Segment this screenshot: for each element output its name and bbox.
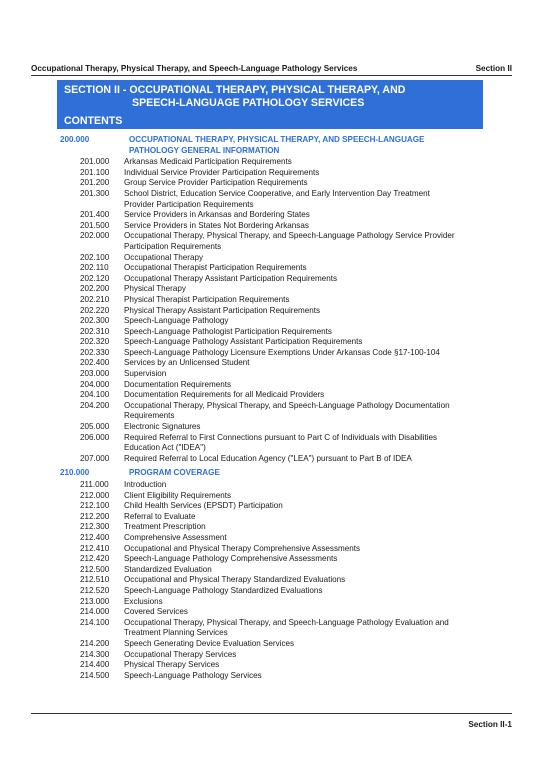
toc-entry-number: 211.000 xyxy=(80,480,109,489)
toc-entry-number: 202.320 xyxy=(80,337,110,347)
toc-entry[interactable] xyxy=(0,554,550,565)
toc-entry-number: 214.400 xyxy=(80,660,110,670)
running-header xyxy=(31,64,512,76)
toc-entry[interactable] xyxy=(0,253,550,264)
toc-entry[interactable] xyxy=(0,380,550,391)
header-title: Occupational Therapy, Physical Therapy, and Speech-Language Pathology Services xyxy=(31,64,358,73)
toc-entry-title: Introduction xyxy=(124,480,167,489)
toc-entry[interactable] xyxy=(0,306,550,317)
toc-entry-number: 201.500 xyxy=(80,220,110,230)
toc-entry-number: 212.520 xyxy=(80,585,110,595)
toc-entry-number: 212.410 xyxy=(80,543,110,553)
toc-entry-number: 210.000 xyxy=(60,468,90,478)
toc-entry[interactable] xyxy=(0,650,550,661)
toc-entry-title: Treatment Prescription xyxy=(124,522,206,532)
toc-entry-number: 212.000 xyxy=(80,490,110,500)
toc-entry[interactable] xyxy=(0,586,550,597)
toc-entry[interactable] xyxy=(0,284,550,295)
toc-entry-number: 214.000 xyxy=(80,607,110,617)
toc-entry-title: PROGRAM COVERAGE xyxy=(129,468,220,478)
toc-entry-title: Comprehensive Assessment xyxy=(124,532,227,542)
toc-entry-number: 214.500 xyxy=(80,670,110,680)
toc-entry[interactable] xyxy=(0,231,550,252)
toc-entry[interactable] xyxy=(0,263,550,274)
toc-entry-title: Occupational and Physical Therapy Standardized Evaluations xyxy=(124,575,346,585)
toc-entry[interactable] xyxy=(0,522,550,533)
toc-entry-number: 202.310 xyxy=(80,326,110,336)
toc-entry-title: Standardized Evaluation xyxy=(124,564,212,574)
toc-entry-number: 203.000 xyxy=(80,369,110,379)
toc-entry[interactable] xyxy=(0,221,550,232)
section-title-line1: SECTION II - OCCUPATIONAL THERAPY, PHYSICAL THERAPY, AND xyxy=(64,84,406,96)
toc-entry[interactable] xyxy=(0,671,550,682)
toc-entry-number: 201.400 xyxy=(80,210,110,220)
toc-entry-number: 214.100 xyxy=(80,617,110,627)
toc-entry-number: 201.200 xyxy=(80,178,110,188)
toc-entry-title: Speech-Language Pathology Services xyxy=(124,670,262,680)
toc-entry-title: Client Eligibility Requirements xyxy=(124,490,232,500)
toc-entry-title: Occupational and Physical Therapy Comprehensive Assessments xyxy=(124,543,361,553)
toc-entry[interactable] xyxy=(0,401,550,422)
toc-entry-number: 202.200 xyxy=(80,284,110,294)
toc-entry-number: 202.330 xyxy=(80,347,110,357)
toc-entry-number: 202.100 xyxy=(80,252,110,262)
toc-entry-number: 212.300 xyxy=(80,522,110,532)
toc-entry-number: 213.000 xyxy=(80,596,110,606)
toc-entry[interactable] xyxy=(0,210,550,221)
toc-entry[interactable] xyxy=(0,316,550,327)
toc-entry-title: Supervision xyxy=(124,369,167,379)
toc-entry-title: Arkansas Medicaid Participation Requirements xyxy=(124,157,292,167)
toc-entry-title: School District, Education Service Cooperative, and Early Intervention Day Treatment Provider Participation Requirements xyxy=(124,188,430,209)
toc-entry-title: Occupational Therapy, Physical Therapy, and Speech-Language Pathology Evaluation and Treatment Planning Services xyxy=(124,617,449,638)
toc-entry-title: Group Service Provider Participation Requirements xyxy=(124,178,308,188)
toc-entry[interactable] xyxy=(0,660,550,671)
toc-entry-number: 202.210 xyxy=(80,294,110,304)
toc-entry[interactable] xyxy=(0,337,550,348)
table-of-contents xyxy=(0,135,550,681)
toc-entry-number: 212.200 xyxy=(80,511,110,521)
toc-entry[interactable] xyxy=(0,544,550,555)
toc-entry-number: 214.300 xyxy=(80,649,110,659)
toc-entry-title: Occupational Therapy, Physical Therapy, and Speech-Language Pathology Documentation Requirements xyxy=(124,400,450,421)
toc-entry[interactable] xyxy=(0,512,550,523)
toc-entry-title: Speech-Language Pathology Assistant Participation Requirements xyxy=(124,337,363,347)
toc-entry-title: Electronic Signatures xyxy=(124,422,201,432)
toc-entry-title: Documentation Requirements xyxy=(124,379,232,389)
toc-entry-title: Physical Therapy Services xyxy=(124,660,220,670)
toc-entry[interactable] xyxy=(0,454,550,465)
toc-entry-number: 202.000 xyxy=(80,231,110,241)
toc-entry[interactable] xyxy=(0,327,550,338)
toc-section-heading[interactable] xyxy=(0,468,550,479)
toc-entry-number: 204.000 xyxy=(80,379,110,389)
toc-entry-number: 212.420 xyxy=(80,554,110,564)
toc-entry-title: Speech-Language Pathology xyxy=(124,316,229,326)
toc-entry-title: Speech-Language Pathologist Participation Requirements xyxy=(124,326,332,336)
toc-entry[interactable] xyxy=(0,480,550,491)
toc-entry-number: 204.200 xyxy=(80,400,110,410)
toc-entry-title: Covered Services xyxy=(124,607,188,617)
toc-entry-title: Occupational Therapy xyxy=(124,252,204,262)
toc-entry[interactable] xyxy=(0,639,550,650)
toc-entry-number: 212.400 xyxy=(80,532,110,542)
toc-entry-number: 206.000 xyxy=(80,432,110,442)
toc-entry-title: Required Referral to Local Education Agency ("LEA") pursuant to Part B of IDEA xyxy=(124,453,412,463)
toc-entry[interactable] xyxy=(0,607,550,618)
toc-entry-number: 201.000 xyxy=(80,157,110,167)
toc-entry[interactable] xyxy=(0,501,550,512)
toc-entry[interactable] xyxy=(0,358,550,369)
toc-entry[interactable] xyxy=(0,369,550,380)
toc-entry-number: 202.400 xyxy=(80,358,110,368)
section-title xyxy=(64,84,405,109)
toc-entry-number: 202.220 xyxy=(80,305,110,315)
toc-entry-number: 212.510 xyxy=(80,575,110,585)
toc-entry[interactable] xyxy=(0,533,550,544)
toc-entry-title: Services by an Unlicensed Student xyxy=(124,358,250,368)
toc-entry-number: 212.100 xyxy=(80,501,110,511)
toc-entry-title: Physical Therapy xyxy=(124,284,186,294)
toc-entry-title: Physical Therapy Assistant Participation Requirements xyxy=(124,305,320,315)
toc-entry-number: 214.200 xyxy=(80,638,110,648)
toc-entry-title: Documentation Requirements for all Medicaid Providers xyxy=(124,390,325,400)
toc-entry-title: Occupational Therapy Assistant Participation Requirements xyxy=(124,273,338,283)
toc-entry-title: Service Providers in Arkansas and Bordering States xyxy=(124,210,310,220)
toc-entry[interactable] xyxy=(0,295,550,306)
toc-entry-title: Occupational Therapy, Physical Therapy, and Speech-Language Pathology Service Provider Participation Requirements xyxy=(124,231,455,251)
toc-entry-title: Service Providers in States Not Bordering Arkansas xyxy=(124,220,309,230)
toc-entry[interactable] xyxy=(0,565,550,576)
toc-entry-title: Speech-Language Pathology Standardized Evaluations xyxy=(124,585,323,595)
toc-entry-title: Speech-Language Pathology Comprehensive Assessments xyxy=(124,554,338,564)
toc-entry[interactable] xyxy=(0,157,550,168)
toc-entry-title: Required Referral to First Connections pursuant to Part C of Individuals with Disabilities Education Act ("IDEA") xyxy=(124,432,438,453)
toc-entry[interactable] xyxy=(0,168,550,179)
toc-entry[interactable] xyxy=(0,433,550,454)
toc-entry[interactable] xyxy=(0,575,550,586)
toc-entry-title: OCCUPATIONAL THERAPY, PHYSICAL THERAPY, AND SPEECH-LANGUAGE PATHOLOGY GENERAL INFORMATION xyxy=(129,135,425,155)
section-banner xyxy=(57,80,483,129)
toc-entry[interactable] xyxy=(0,274,550,285)
toc-entry-title: Occupational Therapy Services xyxy=(124,649,237,659)
toc-entry-title: Speech Generating Device Evaluation Services xyxy=(124,638,295,648)
toc-entry-title: Individual Service Provider Participation Requirements xyxy=(124,167,320,177)
toc-section-heading[interactable] xyxy=(0,135,550,156)
page-footer xyxy=(31,713,512,729)
toc-entry[interactable] xyxy=(0,390,550,401)
contents-heading: CONTENTS xyxy=(64,115,123,127)
toc-entry-number: 200.000 xyxy=(60,135,90,144)
toc-entry-number: 205.000 xyxy=(80,422,110,432)
toc-entry-title: Occupational Therapist Participation Requirements xyxy=(124,263,307,273)
section-title-line2: SPEECH-LANGUAGE PATHOLOGY SERVICES xyxy=(132,96,365,109)
toc-entry[interactable] xyxy=(0,491,550,502)
toc-entry-title: Physical Therapist Participation Requirements xyxy=(124,294,290,304)
toc-entry-number: 212.500 xyxy=(80,564,110,574)
toc-entry-title: Referral to Evaluate xyxy=(124,511,196,521)
header-section: Section II xyxy=(475,64,512,73)
toc-entry[interactable] xyxy=(0,618,550,639)
toc-entry-number: 201.300 xyxy=(80,188,110,198)
toc-entry-title: Speech-Language Pathology Licensure Exemptions Under Arkansas Code §17-100-104 xyxy=(124,347,440,357)
toc-entry-number: 207.000 xyxy=(80,453,110,463)
toc-entry-number: 201.100 xyxy=(80,167,110,177)
toc-entry-title: Exclusions xyxy=(124,596,163,606)
toc-entry-title: Child Health Services (EPSDT) Participation xyxy=(124,501,283,511)
toc-entry[interactable] xyxy=(0,422,550,433)
toc-entry[interactable] xyxy=(0,189,550,210)
toc-entry[interactable] xyxy=(0,348,550,359)
toc-entry-number: 204.100 xyxy=(80,390,110,400)
toc-entry[interactable] xyxy=(0,597,550,608)
toc-entry-number: 202.300 xyxy=(80,316,110,326)
page-number: Section II-1 xyxy=(468,720,512,729)
toc-entry[interactable] xyxy=(0,178,550,189)
toc-entry-number: 202.120 xyxy=(80,273,110,283)
toc-entry-number: 202.110 xyxy=(80,263,109,273)
